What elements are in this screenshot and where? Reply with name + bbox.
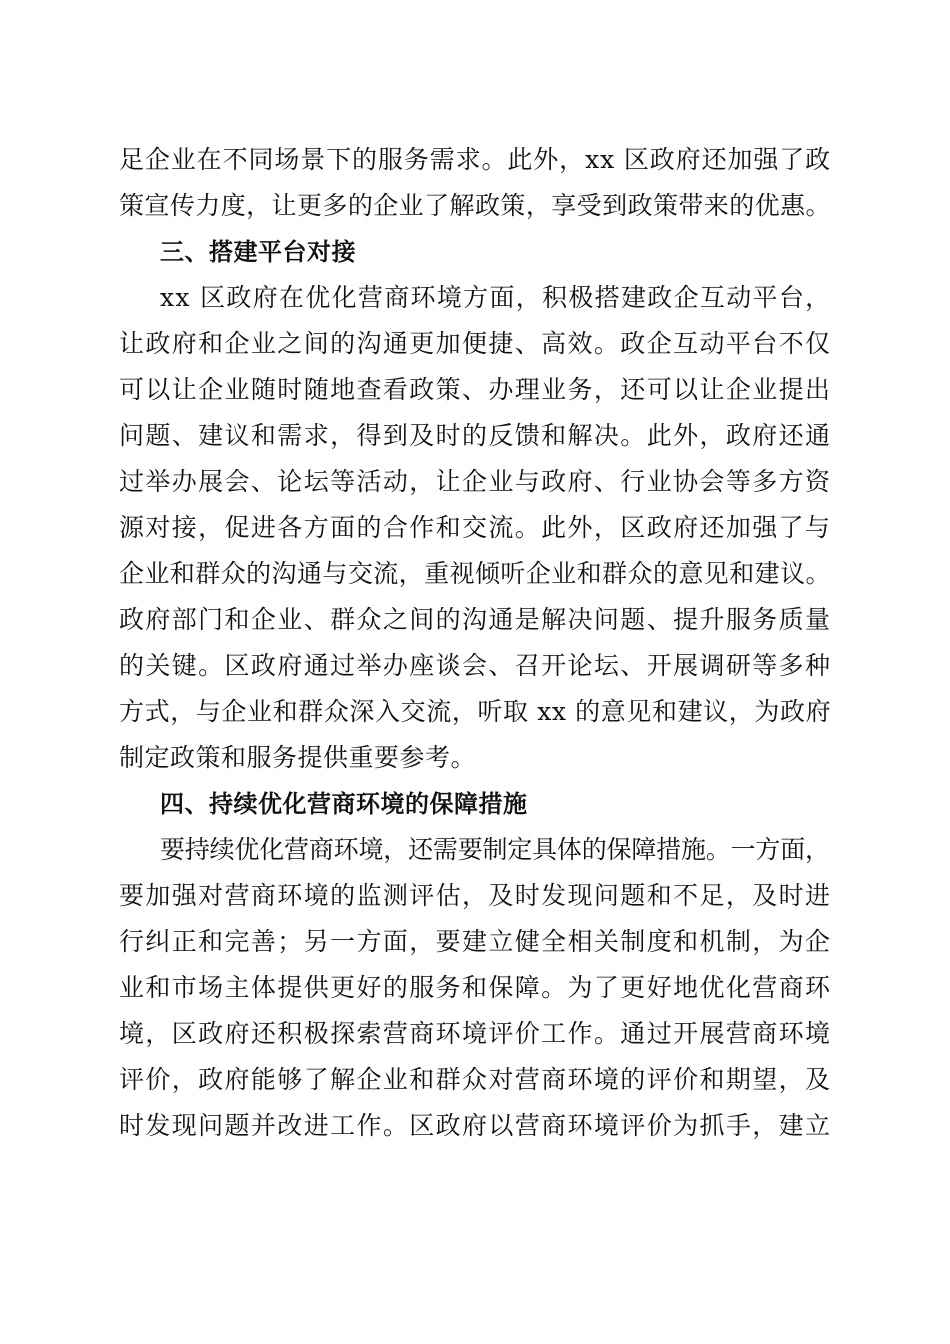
section-3-line-3: 可以让企业随时随地查看政策、办理业务，还可以让企业提出 <box>119 375 832 404</box>
section-3-line-7: 企业和群众的沟通与交流，重视倾听企业和群众的意见和建议。 <box>119 559 831 588</box>
section-3-line-11: 制定政策和服务提供重要参考。 <box>119 743 477 772</box>
section-3-line-8: 政府部门和企业、群众之间的沟通是解决问题、提升服务质量 <box>119 605 832 634</box>
section-4-heading: 四、持续优化营商环境的保障措施 <box>160 790 528 818</box>
section-3-line-4: 问题、建议和需求，得到及时的反馈和解决。此外，政府还通 <box>119 421 832 450</box>
section-3-line-9: 的关键。区政府通过举办座谈会、召开论坛、开展调研等多种 <box>119 651 832 680</box>
section-4-line-6: 评价，政府能够了解企业和群众对营商环境的评价和期望，及 <box>119 1065 832 1094</box>
section-4-line-4: 业和市场主体提供更好的服务和保障。为了更好地优化营商环 <box>119 973 832 1002</box>
section-3-heading: 三、搭建平台对接 <box>160 238 356 266</box>
section-3-line-5: 过举办展会、论坛等活动，让企业与政府、行业协会等多方资 <box>119 467 832 496</box>
section-3-line-2: 让政府和企业之间的沟通更加便捷、高效。政企互动平台不仅 <box>119 329 832 358</box>
section-3-line-10: 方式，与企业和群众深入交流，听取 xx 的意见和建议，为政府 <box>119 697 832 726</box>
section-3-line-6: 源对接，促进各方面的合作和交流。此外，区政府还加强了与 <box>119 513 832 542</box>
section-4-line-1: 要持续优化营商环境，还需要制定具体的保障措施。一方面， <box>160 835 830 864</box>
intro-line-1: 足企业在不同场景下的服务需求。此外，xx 区政府还加强了政 <box>119 145 832 174</box>
section-3-line-1: xx 区政府在优化营商环境方面，积极搭建政企互动平台， <box>160 283 832 312</box>
section-4-line-2: 要加强对营商环境的监测评估，及时发现问题和不足，及时进 <box>119 881 832 910</box>
intro-line-2: 策宣传力度，让更多的企业了解政策，享受到政策带来的优惠。 <box>119 191 831 220</box>
section-4-line-7: 时发现问题并改进工作。区政府以营商环境评价为抓手，建立 <box>119 1111 832 1140</box>
section-4-line-5: 境，区政府还积极探索营商环境评价工作。通过开展营商环境 <box>119 1019 832 1048</box>
section-4-line-3: 行纠正和完善；另一方面，要建立健全相关制度和机制，为企 <box>119 927 832 956</box>
